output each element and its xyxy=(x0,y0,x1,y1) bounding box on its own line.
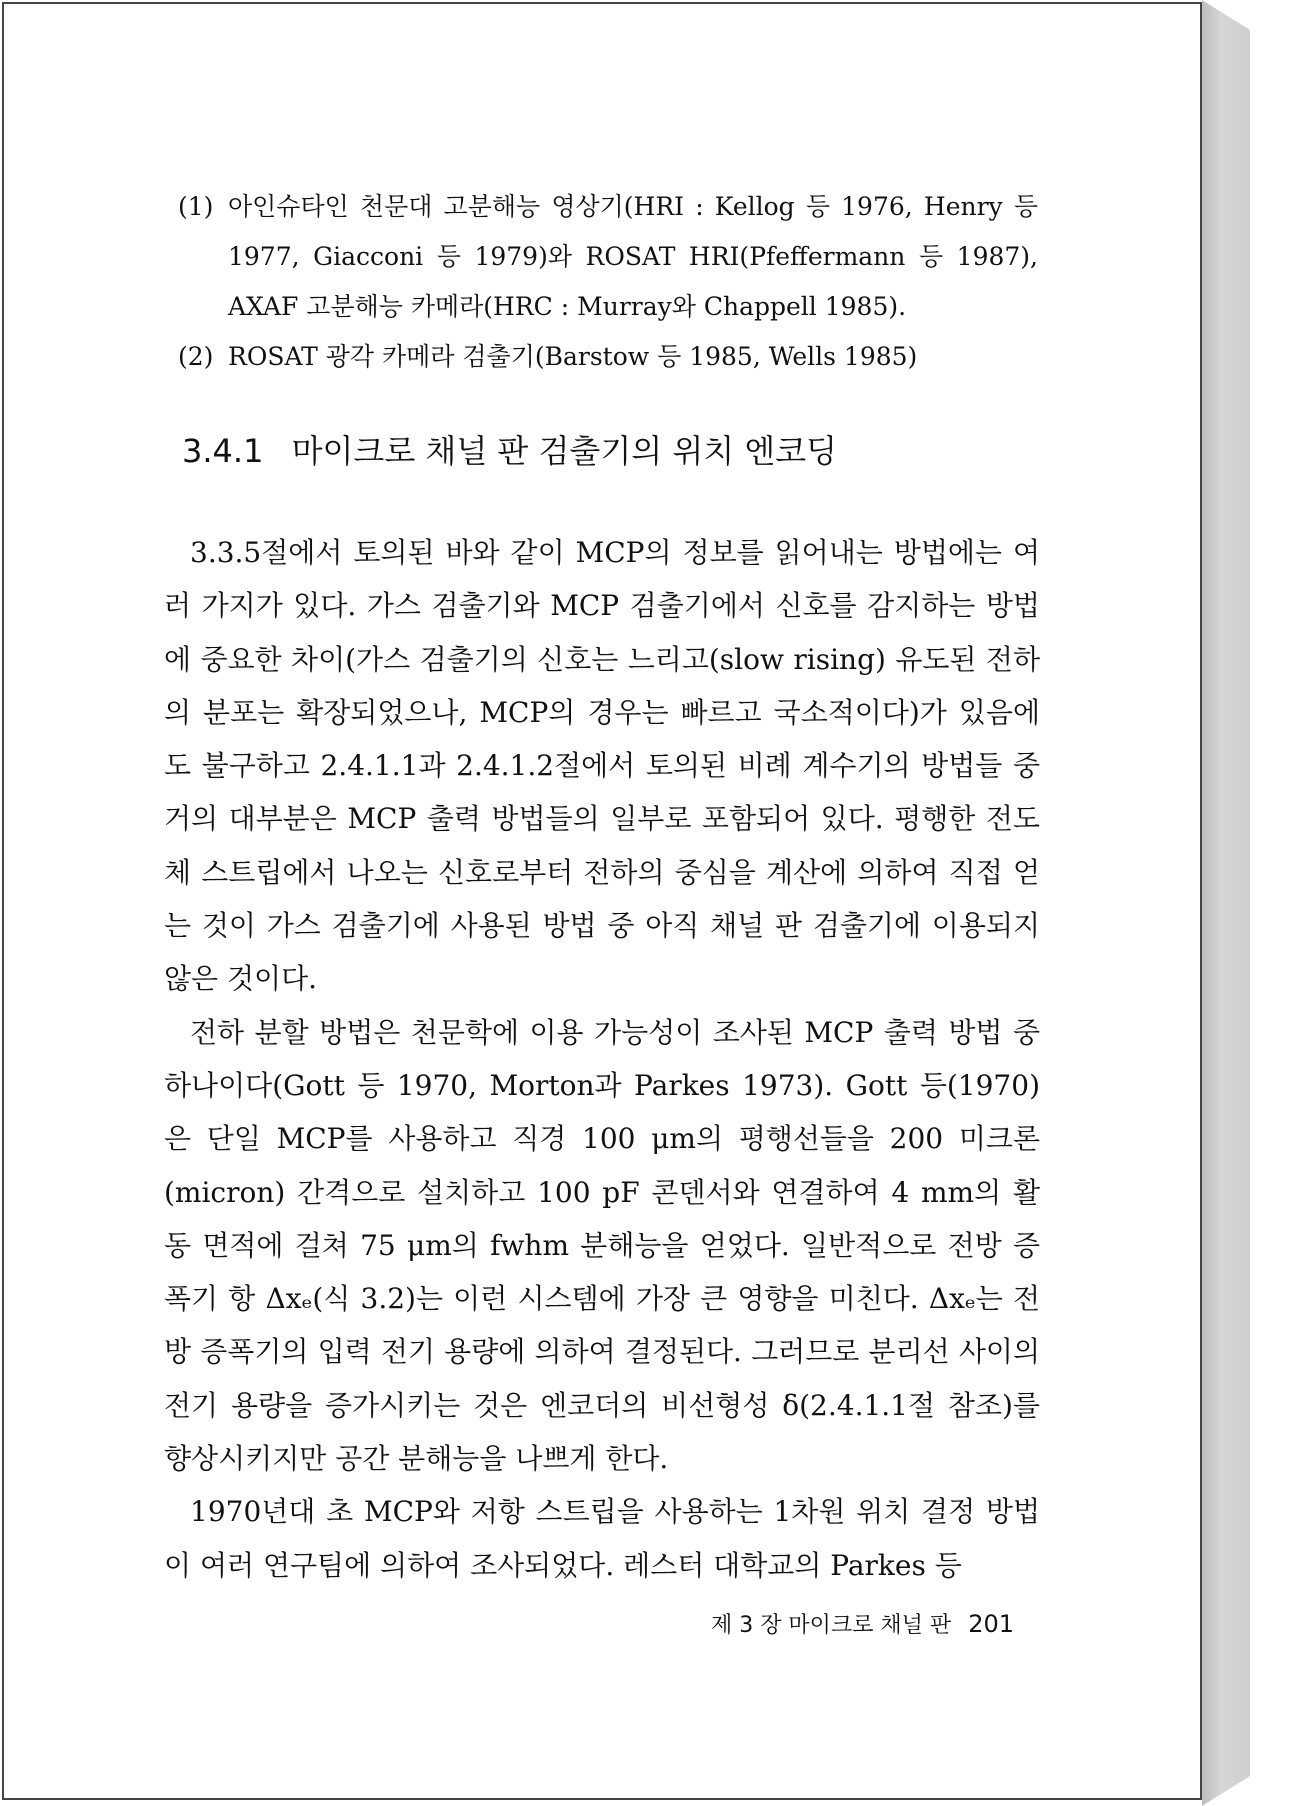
list-number: (1) xyxy=(178,192,214,221)
section-number: 3.4.1 xyxy=(182,432,264,470)
book-page xyxy=(2,2,1202,1800)
page-footer xyxy=(704,1604,1014,1646)
reference-list xyxy=(178,182,1038,382)
section-title: 마이크로 채널 판 검출기의 위치 엔코딩 xyxy=(291,432,838,470)
list-item xyxy=(178,332,1038,382)
list-number: (2) xyxy=(178,342,214,371)
paragraph: 1970년대 초 MCP와 저항 스트립을 사용하는 1차원 위치 결정 방법이 여러 연구팀에 의하여 조사되었다. 레스터 대학교의 Parkes 등 xyxy=(164,1495,1040,1582)
paragraph: 전하 분할 방법은 천문학에 이용 가능성이 조사된 MCP 출력 방법 중 하나이다(Gott 등 1970, Morton과 Parkes 1973). Gott 등(1970)은 단일 MCP를 사용하고 직경 100 μm의 평행선들을 200 미크론(micron) 간격으로 설치하고 100 pF 콘덴서와 연결하여 4 mm의 활동 면적에 걸쳐 75 μm의 fwhm 분해능을 얻었다. 일반적으로 전방 증폭기 항 Δxₑ(식 3.2)는 이런 시스템에 가장 큰 영향을 미친다. Δxₑ는 전방 증폭기의 입력 전기 용량에 의하여 결정된다. 그러므로 분리선 사이의 전기 용량을 증가시키는 것은 엔코더의 비선형성 δ(2.4.1.1절 참조)를 향상시키지만 공간 분해능을 나쁘게 한다. xyxy=(164,1015,1040,1476)
body-text xyxy=(164,526,1040,1592)
page-edge-shadow xyxy=(1202,0,1250,1806)
list-text: 아인슈타인 천문대 고분해능 영상기(HRI : Kellog 등 1976, Henry 등 1977, Giacconi 등 1979)와 ROSAT HRI(Pfeffermann 등 1987), AXAF 고분해능 카메라(HRC : Murray와 Chappell 1985). xyxy=(228,192,1038,321)
chapter-title: 제 3 장 마이크로 채널 판 xyxy=(710,1613,952,1638)
section-heading xyxy=(182,426,1042,476)
page-number: 201 xyxy=(968,1610,1014,1638)
list-text: ROSAT 광각 카메라 검출기(Barstow 등 1985, Wells 1985) xyxy=(228,342,918,371)
list-item xyxy=(178,182,1038,332)
paragraph: 3.3.5절에서 토의된 바와 같이 MCP의 정보를 읽어내는 방법에는 여러 가지가 있다. 가스 검출기와 MCP 검출기에서 신호를 감지하는 방법에 중요한 차이(가스 검출기의 신호는 느리고(slow rising) 유도된 전하의 분포는 확장되었으나, MCP의 경우는 빠르고 국소적이다)가 있음에도 불구하고 2.4.1.1과 2.4.1.2절에서 토의된 비례 계수기의 방법들 중 거의 대부분은 MCP 출력 방법들의 일부로 포함되어 있다. 평행한 전도체 스트립에서 나오는 신호로부터 전하의 중심을 계산에 의하여 직접 얻는 것이 가스 검출기에 사용된 방법 중 아직 채널 판 검출기에 이용되지 않은 것이다. xyxy=(164,536,1040,996)
